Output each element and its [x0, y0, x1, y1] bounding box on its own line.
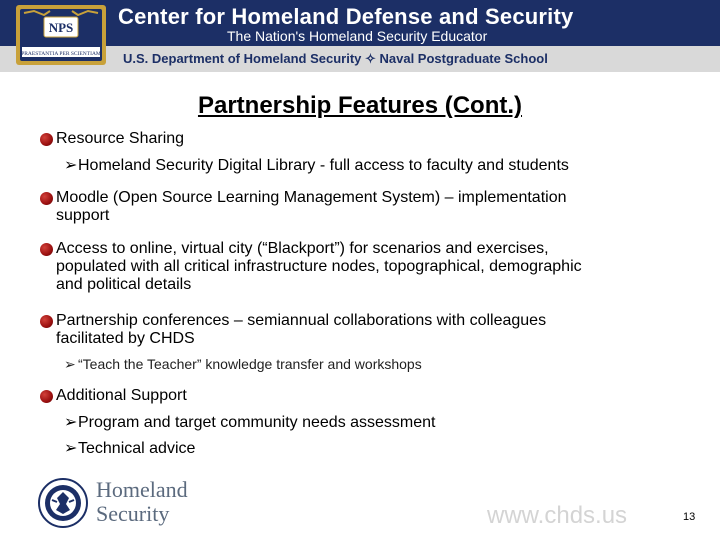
bullet-text: Additional Support [56, 387, 187, 404]
sub-bullet-text: Technical advice [78, 440, 196, 457]
bullet-icon [40, 390, 53, 403]
bullet-icon [40, 243, 53, 256]
website-url: www.chds.us [487, 502, 628, 529]
nps-badge-icon [14, 3, 108, 67]
sub-bullet [64, 412, 436, 432]
sub-bullet-text: Program and target community needs assessment [78, 414, 436, 431]
slide-title: Partnership Features (Cont.) [197, 92, 523, 119]
sub-banner [0, 46, 720, 72]
arrow-icon: ➢ [64, 414, 78, 431]
sub-banner-text: U.S. Department of Homeland Security ✧ Naval Postgraduate School [123, 51, 548, 66]
header-banner [0, 0, 720, 46]
bullet-text: Resource Sharing [56, 130, 185, 147]
bullet-line: Access to online, virtual city (“Blackport”) for scenarios and exercises, [56, 240, 549, 257]
bullet-icon [40, 133, 53, 146]
logo-line: Homeland [96, 477, 188, 502]
logo-line: Security [96, 501, 170, 526]
arrow-icon: ➢ [64, 440, 78, 457]
arrow-icon: ➢ [64, 157, 78, 174]
bullet-text [56, 312, 546, 348]
bullet-line: populated with all critical infrastructure nodes, topographical, demographic [56, 258, 582, 275]
sub-bullet-text: Homeland Security Digital Library - full access to faculty and students [78, 157, 569, 174]
banner-subtitle: The Nation's Homeland Security Educator [227, 28, 488, 44]
bullet-icon [40, 192, 53, 205]
bullet-icon [40, 315, 53, 328]
banner-title: Center for Homeland Defense and Security [118, 4, 574, 29]
dhs-seal-icon [38, 478, 88, 528]
badge-motto: PRAESTANTIA PER SCIENTIAM [21, 51, 101, 57]
bullet-line: support [56, 207, 110, 224]
sub-bullet [64, 438, 195, 458]
sub-bullet-text: “Teach the Teacher” knowledge transfer and workshops [78, 356, 422, 372]
homeland-security-logo [96, 478, 188, 526]
arrow-icon: ➢ [64, 356, 76, 372]
bullet-line: facilitated by CHDS [56, 330, 195, 347]
sub-bullet [64, 155, 569, 175]
bullet-line: Partnership conferences – semiannual collaborations with colleagues [56, 312, 547, 329]
bullet-text [56, 240, 582, 294]
bullet-text [56, 189, 567, 225]
bullet-line: Moodle (Open Source Learning Management System) – implementation [56, 189, 567, 206]
sub-bullet [64, 356, 422, 373]
page-number: 13 [683, 511, 696, 523]
badge-text: NPS [48, 20, 74, 35]
bullet-line: and political details [56, 276, 192, 293]
